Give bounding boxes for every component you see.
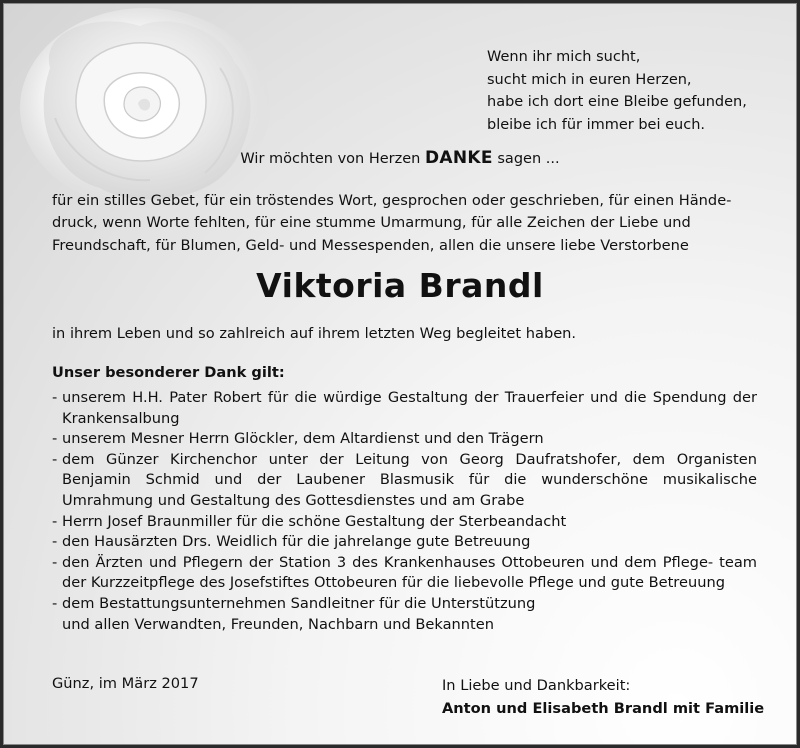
closing-line: in ihrem Leben und so zahlreich auf ihrem letzten Weg begleitet haben.: [52, 325, 577, 342]
intro-line: für ein stilles Gebet, für ein tröstendes Wort, gesprochen oder geschrieben, für einen Hände-: [52, 192, 732, 209]
special-thanks-list: [52, 388, 757, 635]
list-item-last: und allen Verwandten, Freunden, Nachbarn und Bekannten: [62, 615, 494, 633]
thanks-after: sagen ...: [492, 151, 560, 167]
intro-paragraph: [52, 190, 752, 257]
list-item: - unserem Mesner Herrn Glöckler, dem Altardienst und den Trägern: [52, 429, 757, 450]
list-item: - Herrn Josef Braunmiller für die schöne Gestaltung der Sterbeandacht: [52, 512, 757, 533]
intro-line: Freundschaft, für Blumen, Geld- und Messespenden, allen die unsere liebe Verstorbene: [52, 236, 689, 254]
list-item: - den Ärzten und Pflegern der Station 3 des Krankenhauses Ottobeuren und dem Pflege- team der Kurzzeitpflege des Josefstiftes Ottobeuren für die liebevolle Pflege und gute Betreuung: [52, 553, 757, 594]
rose-image: [20, 8, 270, 208]
poem: [487, 46, 787, 136]
deceased-name: Viktoria Brandl: [256, 266, 544, 305]
thanks-before: Wir möchten von Herzen: [240, 151, 425, 167]
place-date: Günz, im März 2017: [52, 675, 199, 692]
thanks-line: [4, 148, 796, 168]
list-item: - dem Bestattungsunternehmen Sandleitner für die Unterstützung: [52, 594, 757, 615]
special-thanks-heading: Unser besonderer Dank gilt:: [52, 364, 285, 381]
obituary-card: [3, 3, 797, 745]
list-item: - dem Günzer Kirchenchor unter der Leitung von Georg Daufratshofer, dem Organisten Benjamin Schmid und der Laubener Blasmusik für die wunderschöne musikalische Umrahmung und Gestaltung des Gottesdienstes und am Grabe: [52, 450, 757, 512]
list-item: - den Hausärzten Drs. Weidlich für die jahrelange gute Betreuung: [52, 532, 757, 553]
signature: Anton und Elisabeth Brandl mit Familie: [442, 699, 765, 717]
intro-line: druck, wenn Worte fehlten, für eine stumme Umarmung, für alle Zeichen der Liebe und: [52, 214, 691, 232]
signature-block: [442, 675, 764, 720]
poem-line: habe ich dort eine Bleibe gefunden,: [487, 94, 747, 110]
farewell-text: In Liebe und Dankbarkeit:: [442, 677, 631, 694]
list-item: - unserem H.H. Pater Robert für die würdige Gestaltung der Trauerfeier und die Spendung der Krankensalbung: [52, 388, 757, 429]
thanks-emphasis: DANKE: [424, 148, 493, 168]
poem-line: sucht mich in euren Herzen,: [487, 71, 692, 88]
poem-line: Wenn ihr mich sucht,: [487, 49, 641, 65]
poem-line: bleibe ich für immer bei euch.: [487, 116, 705, 133]
